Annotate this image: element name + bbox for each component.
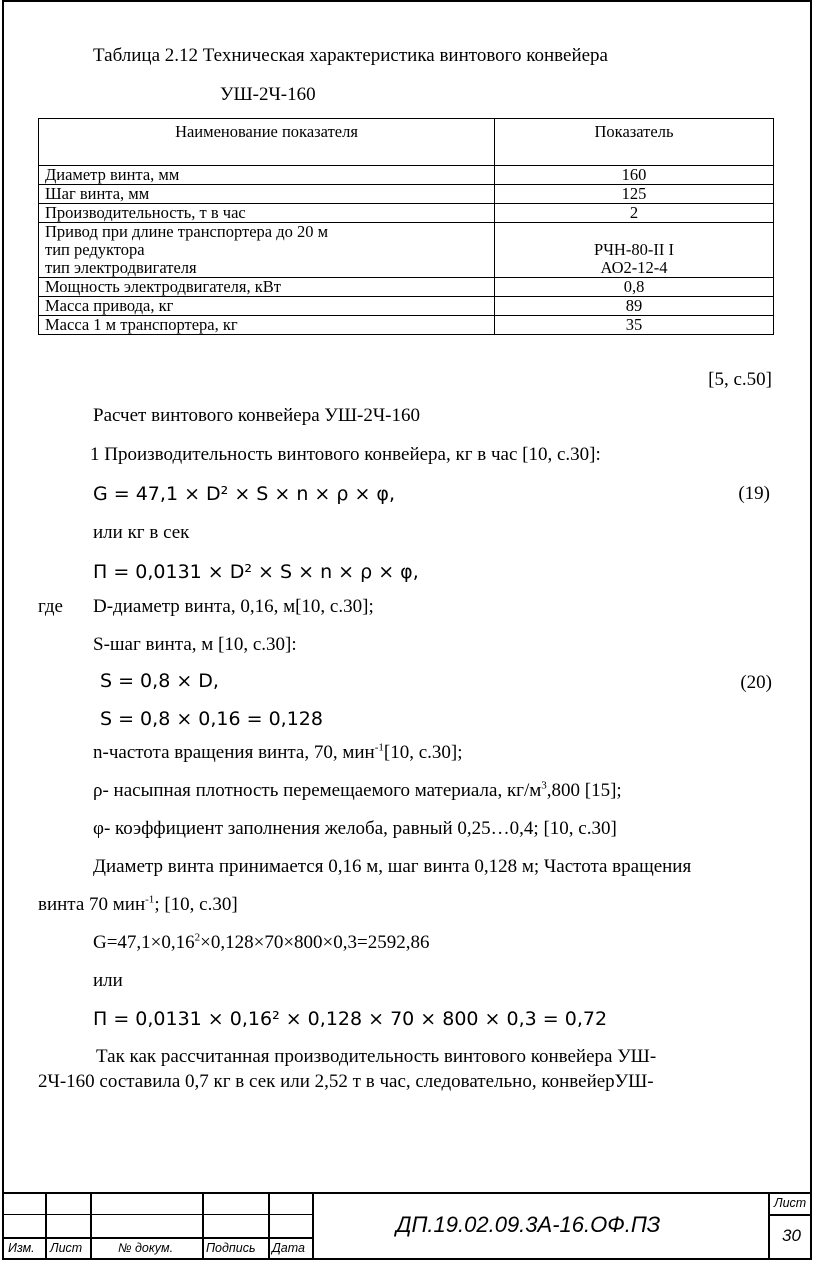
equation-number-19: (19) bbox=[738, 483, 770, 504]
signature-label: Подпись bbox=[206, 1241, 256, 1255]
formula-s2: S = 0,8 × 0,16 = 0,128 bbox=[100, 708, 323, 730]
header-value: Показатель bbox=[495, 119, 774, 166]
table-row bbox=[39, 185, 774, 204]
s-definition: S-шаг винта, м [10, с.30]: bbox=[93, 634, 297, 655]
table-row bbox=[39, 166, 774, 185]
formula-p: П = 0,0131 × D² × S × n × ρ × φ, bbox=[93, 561, 419, 583]
izm-label: Изм. bbox=[8, 1241, 35, 1255]
or-2: или bbox=[93, 970, 123, 991]
or-kg-sec: или кг в сек bbox=[93, 522, 190, 543]
g-calc-sup: 2 bbox=[194, 931, 201, 944]
rho-definition bbox=[93, 780, 622, 802]
row-name: Производительность, т в час bbox=[39, 204, 495, 223]
title-block bbox=[2, 1192, 812, 1260]
conclusion-line-1: Так как рассчитанная производительность винтового конвейера УШ- bbox=[96, 1046, 657, 1067]
row-name-line: тип электродвигателя bbox=[45, 258, 197, 277]
header-name: Наименование показателя bbox=[39, 119, 495, 166]
row-name bbox=[39, 223, 495, 278]
row-value: 35 bbox=[495, 316, 774, 335]
row-value-line: АО2-12-4 bbox=[600, 258, 668, 277]
row-value: 160 bbox=[495, 166, 774, 185]
table-title-line2: УШ-2Ч-160 bbox=[220, 84, 316, 105]
para1-sup: -1 bbox=[145, 893, 155, 906]
paragraph-1-line-2 bbox=[38, 894, 238, 916]
row-name: Масса 1 м транспортера, кг bbox=[39, 316, 495, 335]
row-value bbox=[495, 223, 774, 278]
n-definition bbox=[93, 742, 463, 764]
g-calc-a: G=47,1×0,16 bbox=[93, 932, 195, 953]
n-def-sup: -1 bbox=[374, 741, 384, 754]
row-value-line: РЧН-80-II I bbox=[594, 240, 674, 259]
document-code: ДП.19.02.09.3А-16.ОФ.ПЗ bbox=[396, 1212, 661, 1237]
n-def-ref: [10, с.30]; bbox=[383, 742, 463, 763]
table-reference: [5, с.50] bbox=[708, 369, 772, 390]
row-name: Масса привода, кг bbox=[39, 297, 495, 316]
table-row bbox=[39, 297, 774, 316]
formula-p-calc: П = 0,0131 × 0,16² × 0,128 × 70 × 800 × 0,3 = 0,72 bbox=[93, 1008, 608, 1030]
spec-table bbox=[38, 118, 774, 335]
g-calc-b: ×0,128×70×800×0,3=2592,86 bbox=[200, 932, 430, 953]
phi-definition: φ- коэффициент заполнения желоба, равный 0,25…0,4; [10, с.30] bbox=[93, 818, 617, 839]
row-name-line: Привод при длине транспортера до 20 м bbox=[45, 222, 329, 241]
sheet-label: Лист bbox=[774, 1196, 807, 1210]
row-name: Шаг винта, мм bbox=[39, 185, 495, 204]
row-value: 89 bbox=[495, 297, 774, 316]
row-value: 125 bbox=[495, 185, 774, 204]
formula-g: G = 47,1 × D² × S × n × ρ × φ, bbox=[93, 483, 396, 505]
g-calculation bbox=[93, 932, 429, 954]
d-definition: D-диаметр винта, 0,16, м[10, с.30]; bbox=[93, 596, 374, 617]
row-value: 0,8 bbox=[495, 278, 774, 297]
rho-def-sup: 3 bbox=[541, 779, 547, 792]
date-label: Дата bbox=[272, 1241, 305, 1255]
row-name-line: тип редуктора bbox=[45, 240, 145, 259]
item-1: 1 Производительность винтового конвейера, кг в час [10, с.30]: bbox=[90, 444, 601, 465]
sheet-number: 30 bbox=[782, 1226, 801, 1245]
n-def-text: n-частота вращения винта, 70, мин bbox=[93, 742, 375, 763]
rho-def-ref: ,800 [15]; bbox=[546, 780, 622, 801]
formula-s1: S = 0,8 × D, bbox=[100, 670, 219, 692]
para1-text: винта 70 мин bbox=[38, 894, 146, 915]
rho-def-text: ρ- насыпная плотность перемещаемого материала, кг/м bbox=[93, 780, 542, 801]
row-name: Диаметр винта, мм bbox=[39, 166, 495, 185]
calc-heading: Расчет винтового конвейера УШ-2Ч-160 bbox=[93, 405, 420, 426]
conclusion-line-2: 2Ч-160 составила 0,7 кг в сек или 2,52 т в час, следовательно, конвейерУШ- bbox=[38, 1071, 654, 1092]
row-value: 2 bbox=[495, 204, 774, 223]
table-row bbox=[39, 278, 774, 297]
row-name: Мощность электродвигателя, кВт bbox=[39, 278, 495, 297]
list-label: Лист bbox=[50, 1241, 83, 1255]
equation-number-20: (20) bbox=[740, 672, 772, 693]
doc-number-label: № докум. bbox=[118, 1241, 174, 1255]
table-title-line1: Таблица 2.12 Техническая характеристика винтового конвейера bbox=[93, 45, 608, 66]
paragraph-1-line-1: Диаметр винта принимается 0,16 м, шаг винта 0,128 м; Частота вращения bbox=[93, 856, 692, 877]
table-row bbox=[39, 223, 774, 278]
table-row bbox=[39, 204, 774, 223]
table-row bbox=[39, 316, 774, 335]
where-label: где bbox=[38, 596, 63, 617]
para1-ref: ; [10, с.30] bbox=[154, 894, 238, 915]
